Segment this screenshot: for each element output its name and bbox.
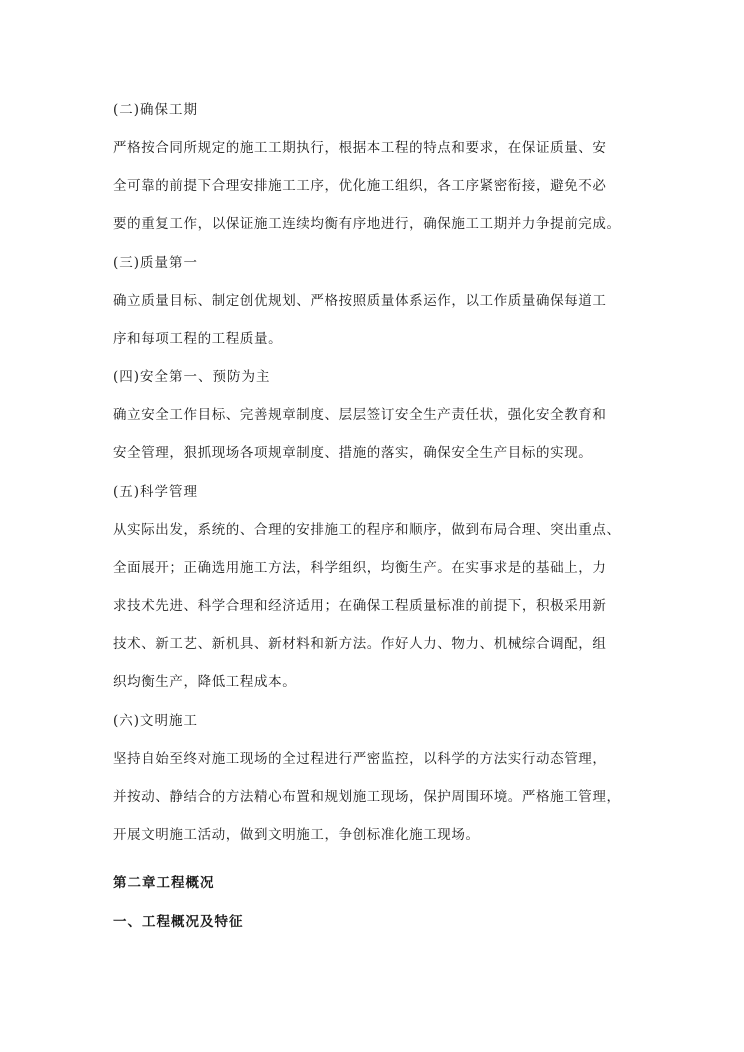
paragraph-line: 全可靠的前提下合理安排施工工序，优化施工组织，各工序紧密衔接，避免不必 — [113, 178, 607, 194]
heading-scientific-management: (五)科学管理 — [113, 484, 199, 500]
paragraph-line: 安全管理，狠抓现场各项规章制度、措施的落实，确保安全生产目标的实现。 — [113, 445, 593, 461]
paragraph-line: 序和每项工程的工程质量。 — [113, 331, 283, 347]
paragraph-line: 确立质量目标、制定创优规划、严格按照质量体系运作，以工作质量确保每道工 — [113, 293, 607, 309]
section-title: 一、工程概况及特征 — [113, 914, 244, 930]
paragraph-line: 开展文明施工活动，做到文明施工，争创标准化施工现场。 — [113, 827, 480, 843]
chapter-title: 第二章工程概况 — [113, 875, 215, 891]
paragraph-line: 织均衡生产，降低工程成本。 — [113, 674, 297, 690]
paragraph-line: 并按动、静结合的方法精心布置和规划施工现场，保护周围环境。严格施工管理， — [113, 789, 621, 805]
heading-ensure-schedule: (二)确保工期 — [113, 102, 199, 118]
paragraph-line: 技术、新工艺、新机具、新材料和新方法。作好人力、物力、机械综合调配，组 — [113, 636, 607, 652]
paragraph-line: 严格按合同所规定的施工工期执行，根据本工程的特点和要求，在保证质量、安 — [113, 140, 607, 156]
heading-safety-first: (四)安全第一、预防为主 — [113, 369, 271, 385]
paragraph-line: 要的重复工作，以保证施工连续均衡有序地进行，确保施工工期并力争提前完成。 — [113, 216, 621, 232]
heading-civilized-construction: (六)文明施工 — [113, 713, 199, 729]
paragraph-line: 求技术先进、科学合理和经济适用；在确保工程质量标准的前提下，积极采用新 — [113, 598, 607, 614]
paragraph-line: 确立安全工作目标、完善规章制度、层层签订安全生产责任状，强化安全教育和 — [113, 407, 607, 423]
paragraph-line: 从实际出发，系统的、合理的安排施工的程序和顺序，做到布局合理、突出重点、 — [113, 522, 621, 538]
paragraph-line: 坚持自始至终对施工现场的全过程进行严密监控，以科学的方法实行动态管理， — [113, 751, 607, 767]
paragraph-line: 全面展开；正确选用施工方法，科学组织，均衡生产。在实事求是的基础上，力 — [113, 560, 607, 576]
heading-quality-first: (三)质量第一 — [113, 255, 199, 271]
